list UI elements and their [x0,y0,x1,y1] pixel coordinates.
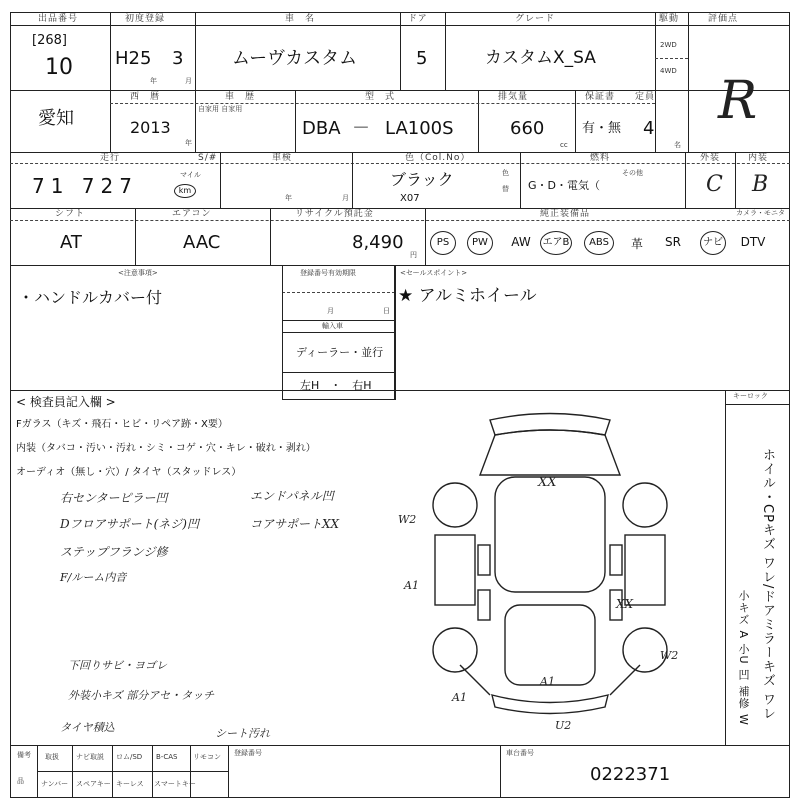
handnote-2: Dフロアサポート(ネジ)凹 [60,517,199,531]
fuel-label: 燃料 [590,153,611,163]
handnote-4: F/ルーム内音 [60,571,127,584]
handnote-1: 右センターピラー凹 [60,491,168,505]
option-leather: 革 [630,237,643,251]
interior-label: 内装 [748,153,769,163]
km-unit: km [174,184,196,198]
option-ps: PS [430,231,456,255]
inspection-title: < 検査員記入欄 > [16,395,116,409]
getsu-mark: 月 [185,77,192,85]
drive-label: 駆動 [659,14,680,24]
shaken-getsu: 月 [342,194,349,202]
model-prefix: DBA [302,118,341,139]
drive-4wd: 4WD [660,67,677,75]
name-label: 車 名 [285,14,316,24]
shaken-label: 車検 [272,153,293,163]
lot-number: 10 [45,55,73,80]
lot-bracket: [268] [32,33,67,48]
import-label: 輸入車 [322,322,343,330]
jiko-label: 車 歴 [225,92,256,102]
shift-label: シフト [55,209,86,219]
color-code: X07 [400,193,420,204]
ac-label: エアコン [172,209,212,219]
registration-label: 登録番号有効期限 [300,269,356,277]
audio-line: オーディオ（無し・穴）/ タイヤ（スタッドレス） [16,467,242,478]
caution-label: <注意事項> [118,269,158,277]
sales-label: <セールスポイント> [400,269,468,277]
handnote-8: 外装小キズ 部分アセ・タッチ [68,689,215,702]
western-label: 西 暦 [130,92,161,102]
handnote-3: ステップフランジ修 [60,545,168,559]
footer-col-4: B-CAS [156,753,178,761]
model-dash: － [352,118,370,139]
handnote-6: コアサポートXX [250,517,340,531]
region: 愛知 [38,108,74,129]
ac-value: AAC [183,232,221,253]
mark-xx-right: XX [616,597,634,611]
score-label: 評価点 [708,14,739,24]
henko-mark: 替 [502,185,509,193]
mark-a1-left: A1 [404,579,419,592]
shift-value: AT [60,232,82,253]
chassis-label: 車台番号 [506,749,534,757]
iro-mark: 色 [502,169,509,177]
seats-label: 定員 [635,92,656,102]
grade-label: グレード [515,14,556,24]
fuel-value: G・D・電気（ [528,179,600,192]
hand-text: 左H ・ 右H [300,379,372,392]
year-western: 2013 [130,118,171,137]
option-sr: SR [665,235,681,249]
car-diagram [400,405,700,740]
footer-col2-4: スマートキー [154,780,196,788]
car-name: ムーヴカスタム [232,48,358,69]
grade: カスタムX_SA [485,48,596,68]
footer-col-5: リモコン [193,753,221,761]
color-value: ブラック [390,170,454,189]
footer-col-1: 取扱 [45,753,59,761]
model-label: 型 式 [365,92,396,102]
handnote-9: タイヤ積込 [60,721,115,734]
cc-value: 660 [510,118,545,139]
footer-side-1: 備考 [17,751,31,759]
equip-label: 純正装備品 [540,209,591,219]
footer-col2-3: キーレス [116,780,144,788]
legend-text: ホイル・CPキズ ワレ/ドアミラーキズ ワレ [760,448,775,721]
dealer-text: ディーラー・並行 [296,346,384,359]
warranty-value: 有・無 [582,121,622,136]
footer-col2-1: ナンバー [41,780,69,788]
recycle-value: 8,490 [352,232,404,253]
reg-month: 3 [172,48,184,69]
mileage-value: 71 727 [32,174,138,198]
score-value: R [718,71,758,131]
sales-text: ★ アルミホイール [398,286,537,306]
seats-unit: 名 [674,141,681,149]
doors: 5 [416,48,428,69]
reg-hi: 日 [383,307,390,315]
reg-year: H25 [115,48,152,69]
color-label: 色（Col.No） [405,153,471,163]
shaken-nen: 年 [285,194,292,202]
fuel-other: その他 [622,169,643,177]
glass-line: Fガラス（キズ・飛石・ヒビ・リペア跡・X要） [16,419,228,430]
nen-mark: 年 [150,77,157,85]
yen-mark: 円 [410,251,417,259]
drive-2wd: 2WD [660,41,677,49]
warranty-label: 保証書 [585,92,616,102]
mile-unit: マイル [180,171,201,179]
handnote-7: 下回りサビ・ヨゴレ [68,659,167,672]
footer-col-2: ナビ取説 [76,753,104,761]
reg-label: 初度登録 [125,14,166,24]
mark-w2-right: W2 [660,649,679,662]
mark-xx-roof: XX [538,475,557,490]
mark-w2-left: W2 [398,513,417,526]
legend-text-2: 小キズ A 小U 凹 補修 W [737,590,750,726]
footer-col2-2: スペアキー [76,780,111,788]
cc-label: 排気量 [498,92,529,102]
exterior-label: 外装 [700,153,721,163]
option-dtv: DTV [740,235,766,249]
caution-text: ・ハンドルカバー付 [18,288,163,307]
interior-line: 内装（タバコ・汚い・汚れ・シミ・コゲ・穴・キレ・破れ・剥れ） [16,443,316,454]
mark-a1-rear-left: A1 [452,691,467,704]
dtv-label: カメラ・モニタ [736,209,785,217]
door-label: ドア [408,14,428,24]
mark-a1-rear: A1 [540,675,555,688]
mark-u2: U2 [555,719,572,732]
reg-no-label: 登録番号 [234,749,262,757]
s-label: S/# [198,153,218,163]
interior-value: B [752,172,769,197]
reg-tsuki: 月 [327,307,334,315]
keylock-label: キーロック [733,392,768,400]
jiko-sub: 自家用 自家用 [198,105,243,113]
option-aw: AW [511,235,531,249]
seats-value: 4 [643,118,655,139]
option-navi: ナビ [700,231,726,255]
lot-label: 出品番号 [38,14,79,24]
handnote-10: シート汚れ [215,727,270,740]
model-code: LA100S [385,118,454,139]
footer-side-2: 品 [17,777,24,785]
cc-unit: cc [560,141,568,149]
footer-col-3: ロム/SD [116,753,143,761]
option-abs: ABS [584,231,614,255]
handnote-5: エンドパネル凹 [250,489,334,503]
option-pw: PW [467,231,493,255]
chassis-number: 0222371 [590,764,671,785]
nen2-mark: 年 [185,139,192,147]
option-airbag: エアB [540,231,572,255]
recycle-label: リサイクル預託金 [295,209,374,219]
exterior-value: C [706,172,723,197]
mileage-label: 走行 [100,153,121,163]
